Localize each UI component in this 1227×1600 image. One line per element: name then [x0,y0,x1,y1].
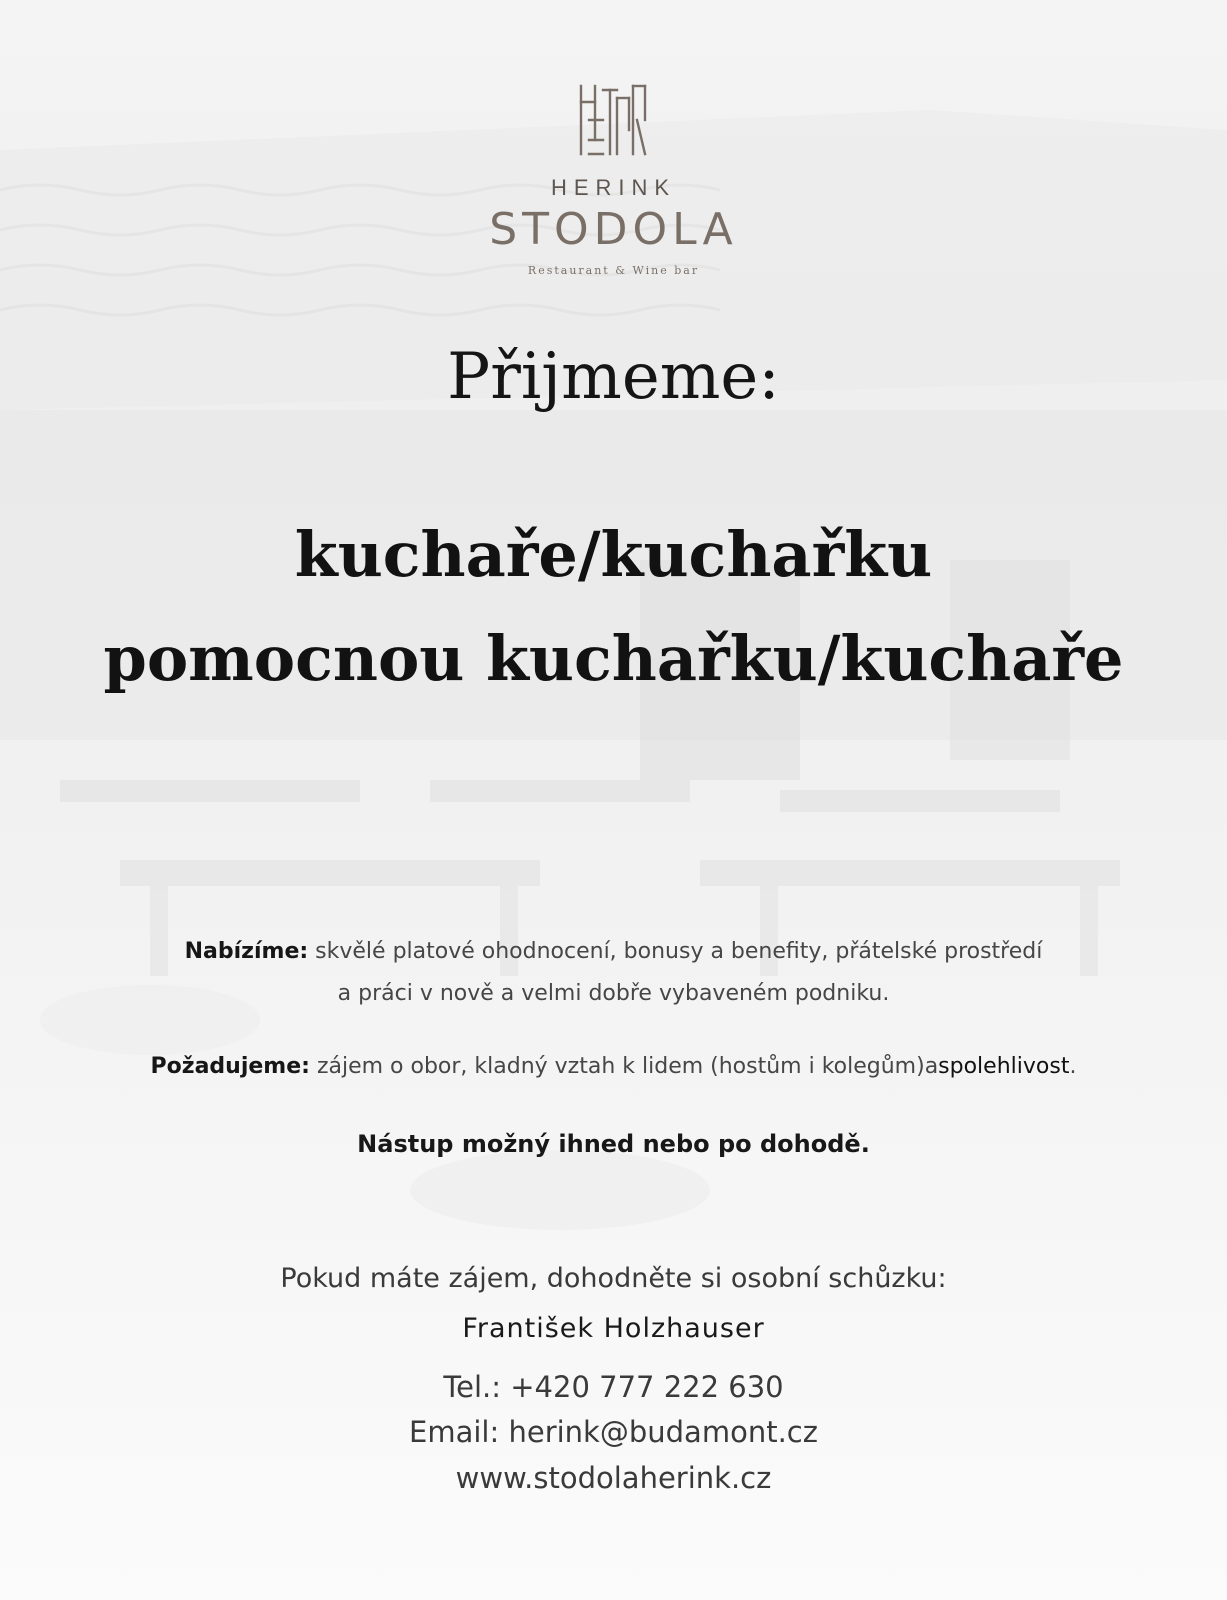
contact-name: František Holzhauser [462,1313,765,1344]
contact-intro: Pokud máte zájem, dohodněte si osobní schůzku: [280,1263,947,1294]
requirements-line [0,1054,1227,1079]
contact-phone[interactable]: Tel.: +420 777 222 630 [443,1370,784,1404]
requirements-end: . [1069,1054,1077,1079]
offer-line [0,939,1227,964]
offer-text-2: a práci v nově a velmi dobře vybaveném podniku. [337,981,890,1006]
offer-line-2 [0,981,1227,1006]
position-title: pomocnou kuchařku/kuchaře [103,622,1124,695]
brand-name-small: HERINK [550,175,677,200]
contact-email[interactable]: Email: herink@budamont.cz [409,1415,818,1449]
website-link[interactable]: www.stodolaherink.cz [455,1461,772,1495]
start-note: Nástup možný ihned nebo po dohodě. [357,1130,870,1158]
brand-name: STODOLA [489,204,738,255]
requirements-text: zájem o obor, kladný vztah k lidem (hostům i kolegům)a [316,1054,939,1079]
offer-text: skvělé platové ohodnocení, bonusy a benefity, přátelské prostředí [315,939,1043,964]
brand-tagline: Restaurant & Wine bar [527,264,700,277]
herink-monogram-icon [577,80,649,158]
requirements-label: Požadujeme: [150,1054,310,1079]
position-title: kuchaře/kuchařku [294,518,933,591]
requirements-emphasis: spolehlivost [938,1054,1070,1079]
offer-label: Nabízíme: [184,939,309,964]
headline: Přijmeme: [447,340,780,414]
